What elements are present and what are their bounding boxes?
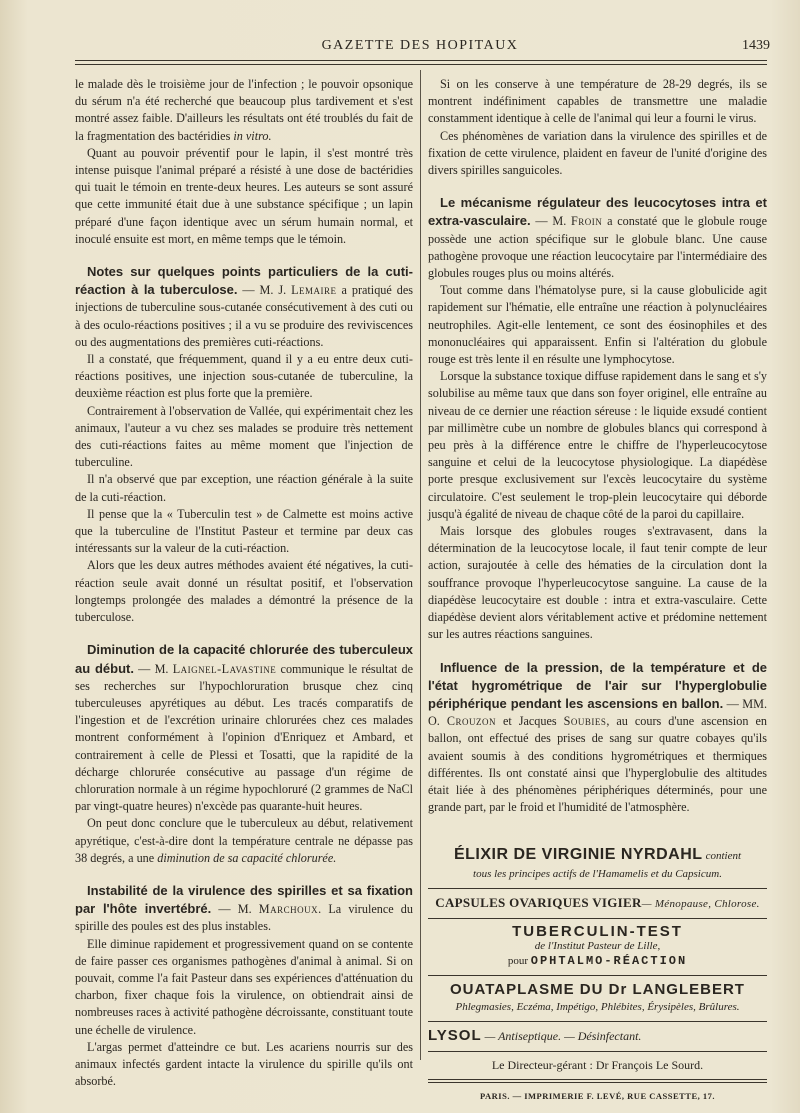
article-leucocytoses: Le mécanisme régulateur des leucocytoses intra et extra-vasculaire. — M. Froin a constaté que le globule rouge possède une action spécifique sur le globule blanc. Une cause pathogène provoque une réaction leucocytaire par l'intermédiaire des globules rouges plus ou moins altérés. <box>428 195 767 281</box>
ad-tuberculin: TUBERCULIN-TEST de l'Institut Pasteur de Lille, pour OPHTALMO-RÉACTION <box>507 922 688 968</box>
ad-elixir-name: ÉLIXIR DE VIRGINIE NYRDAHL <box>453 846 703 864</box>
paragraph: Il a constaté, que fréquemment, quand il y a eu entre deux cuti-réactions positives, une injection sous-cutanée de tuberculine, la deuxième réaction est plus forte que la première. <box>75 352 413 401</box>
article-capacite-chloruree: Diminution de la capacité chlorurée des tuberculeux au début. — M. Laignel-Lavastine communique le résultat de ses recherches sur l'hypochloruration brusque chez cinq tuberculeuses apyrétiques au début. Les tracés comparatifs de l'ingestion et de l'excrétion urinaire chlorurées chez ces malades montrent conformément à l'opinion d'Enriquez et Ambard, et contrairement à celle de Plessi et Tosatti, que la rapidité de la décharge chlorurée consécutive au passage d'un régime de chloruration normale à un régime hypochloruré (2 grammes de NaCl par vingt-quatre heures) n'excède pas quarante-huit heures. <box>75 642 413 814</box>
author: Lemaire <box>291 283 337 298</box>
author: Marchoux <box>258 902 319 917</box>
paragraph: le malade dès le troisième jour de l'infection ; le pouvoir opsonique du sérum n'a été recherché que beaucoup plus tardivement et s'est montré assez faible. D'ailleurs les résultats ont été troublés du fait de la fragmentation des bactéridies in vitro. <box>75 77 413 143</box>
ad-lysol: LYSOL — Antiseptique. — Désinfectant. <box>428 1027 642 1045</box>
article-title: Diminution de la capacité chlorurée des tuberculeux au début. <box>75 642 413 676</box>
paragraph: Si on les conserve à une température de 28-29 degrés, ils se montrent indéfiniment capables de transmettre une maladie constamment identique à celle de l'animal qui leur a fourni le virus. <box>428 77 767 126</box>
right-column <box>428 76 767 1105</box>
author: Crouzon <box>446 714 496 729</box>
header-rule-thin <box>75 64 767 65</box>
ad-elixir: ÉLIXIR DE VIRGINIE NYRDAHL contient tous les principes actifs de l'Hamamelis et du Capsicum. <box>428 846 767 882</box>
printer-line: PARIS. — IMPRIMERIE F. LEVÉ, RUE CASSETTE, 17. <box>479 1090 716 1101</box>
ad-capsules: CAPSULES OVARIQUES VIGIER— Ménopause, Chlorose. <box>435 894 760 910</box>
header-rule <box>75 60 767 61</box>
article-spirilles: Instabilité de la virulence des spirilles et sa fixation par l'hôte invertébré. — M. Marchoux. La virulence du spirille des poules est des plus instables. <box>75 882 413 934</box>
article-title: Instabilité de la virulence des spirilles et sa fixation par l'hôte invertébré. <box>75 882 413 917</box>
paragraph: Quant au pouvoir préventif pour le lapin, il s'est montré très intense puisque l'animal préparé a résisté à une dose de bactéridies qui tuait le témoin en trente-deux heures. Les auteurs se sont assuré que cette immunité était due à une substance spécifique ; un lapin préparé d'une façon identique avec un sérum humain normal, et inoculé ensuite est mort, en même temps que le témoin. <box>75 145 413 246</box>
article-title: Notes sur quelques points particuliers de la cuti-réaction à la tuberculose. <box>75 264 413 298</box>
article-title: Influence de la pression, de la température et de l'état hygrométrique de l'air sur l'hyperglobulie périphérique pendant les ascensions en ballon. <box>428 659 767 711</box>
paragraph: Alors que les deux autres méthodes avaient été négatives, la cuti-réaction seule avait donné un résultat positif, et l'observation longtemps prolongée des malades a démontré la présence de la tuberculose. <box>75 558 413 625</box>
paragraph: Mais lorsque des globules rouges s'extravasent, dans la détermination de la leucocytose locale, il faut tenir compte de leur action, surajoutée à celle des hématies de la circulation dont la souffrance provoque l'hyperleucocytose sanguine. La cause de la diapédèse leucocytaire est double : intra et extra-vasculaire. Cette diapédèse devient alors véritablement active et prédomine nettement sur les autres réactions sanguines. <box>428 524 767 642</box>
paragraph: Tout comme dans l'hématolyse pure, si la cause globulicide agit rapidement sur l'hématie, elle entraîne une réaction à polynucléaires neutrophiles. Agit-elle lentement, ce sont des éosinophiles et des mononucléaires qui apparaissent. Enfin si l'altération du globule rouge est très lente il en résulte une lymphocytose. <box>428 283 767 367</box>
paragraph: Elle diminue rapidement et progressivement quand on se contente de faire passer ces organismes pathogènes d'animal à animal. Si on pouvait, comme l'a fait Pasteur dans ses expériences d'atténuation du charbon, fixer chaque fois la virulence, on obtiendrait ainsi de nombreuses races à activité pathogène décroissante, constituant toute une échelle de virulence. <box>75 936 413 1037</box>
page-header <box>70 38 770 58</box>
director-line: Le Directeur-gérant : Dr François Le Sourd. <box>491 1057 704 1072</box>
paragraph: L'argas permet d'atteindre ce but. Les acariens nourris sur des animaux infectés gardent intacte la virulence du spirille qu'ils ont absorbé. <box>75 1039 413 1089</box>
journal-title: GAZETTE DES HOPITAUX <box>321 38 519 53</box>
article-hyperglobulie: Influence de la pression, de la température et de l'état hygrométrique de l'air sur l'hyperglobulie périphérique pendant les ascensions en ballon. — MM. O. Crouzon et Jacques Soubies, au cours d'une ascension en ballon, ont effectué des prises de sang sur quatre cobayes qu'ils avaient soumis à des conditions hygrométriques et thermiques différentes. Ils ont constaté ainsi que l'hyperglobulie des altitudes était liée à des phénomènes périphériques déterminés, pour une grande part, par le froid et l'humidité de l'atmosphère. <box>428 659 767 815</box>
left-column <box>75 76 413 1090</box>
paragraph: Il pense que la « Tuberculin test » de Calmette est moins active que la tuberculine de l'Institut Pasteur et termine par deux cas intéressants sur la valeur de la cuti-réaction. <box>75 506 413 556</box>
author: Soubies <box>563 714 607 729</box>
paragraph: Contrairement à l'observation de Vallée, qui expérimentait chez les animaux, l'auteur a vu chez ses malades se produire très nettement des cuti-réactions faites au même moment que l'injection de tuberculine. <box>75 403 413 470</box>
paragraph: Ces phénomènes de variation dans la virulence des spirilles et de fixation de cette virulence, plaident en faveur de l'unité d'origine des divers spirilles sanguicoles. <box>428 128 767 178</box>
ad-elixir-sub: tous les principes actifs de l'Hamamelis et du Capsicum. <box>473 867 722 880</box>
page-number: 1439 <box>742 38 770 53</box>
column-divider <box>420 70 421 1060</box>
paragraph: Lorsque la substance toxique diffuse rapidement dans le sang et s'y solubilise au même taux que dans son foyer originel, elle entraîne au niveau de ce dernier une réaction séreuse : le liquide exsudé contient par millimètre cube un nombre de globules blancs qui correspond à peu près à la différence entre le chiffre de l'hyperleucocytose sanguine et celui de la leucocytose physiologique. La diapédèse porte presque exclusivement sur l'excès leucocytaire du système circulatoire. C'est seulement le trop-plein leucocytaire qui déborde jusqu'à égalité de niveau de chaque côté de la paroi du capillaire. <box>428 369 767 521</box>
article-title: Le mécanisme régulateur des leucocytoses intra et extra-vasculaire. <box>428 195 767 229</box>
author: Froin <box>571 214 603 229</box>
article-cuti-reaction: Notes sur quelques points particuliers de la cuti-réaction à la tuberculose. — M. J. Lemaire a pratiqué des injections de tuberculine sous-cutanée consécutivement à des cuti ou à des oculo-réactions positives ; il a vu se produire des reviviscences ou des augmentations des premières cuti-réactions. <box>75 264 413 349</box>
author: Laignel-Lavastine <box>172 661 277 676</box>
ad-ouataplasme: OUATAPLASME DU Dr LANGLEBERT Phlegmasies, Eczéma, Impétigo, Phlébites, Érysipèles, Brûlures. <box>450 981 745 1014</box>
paragraph: On peut donc conclure que le tuberculeux au début, relativement apyrétique, c'est-à-dire dont la température centrale ne dépasse pas 38 degrés, a une diminution de sa capacité chlorurée. <box>75 816 413 865</box>
paragraph: Il n'a observé que par exception, une réaction générale à la suite de la cuti-réaction. <box>75 472 413 504</box>
